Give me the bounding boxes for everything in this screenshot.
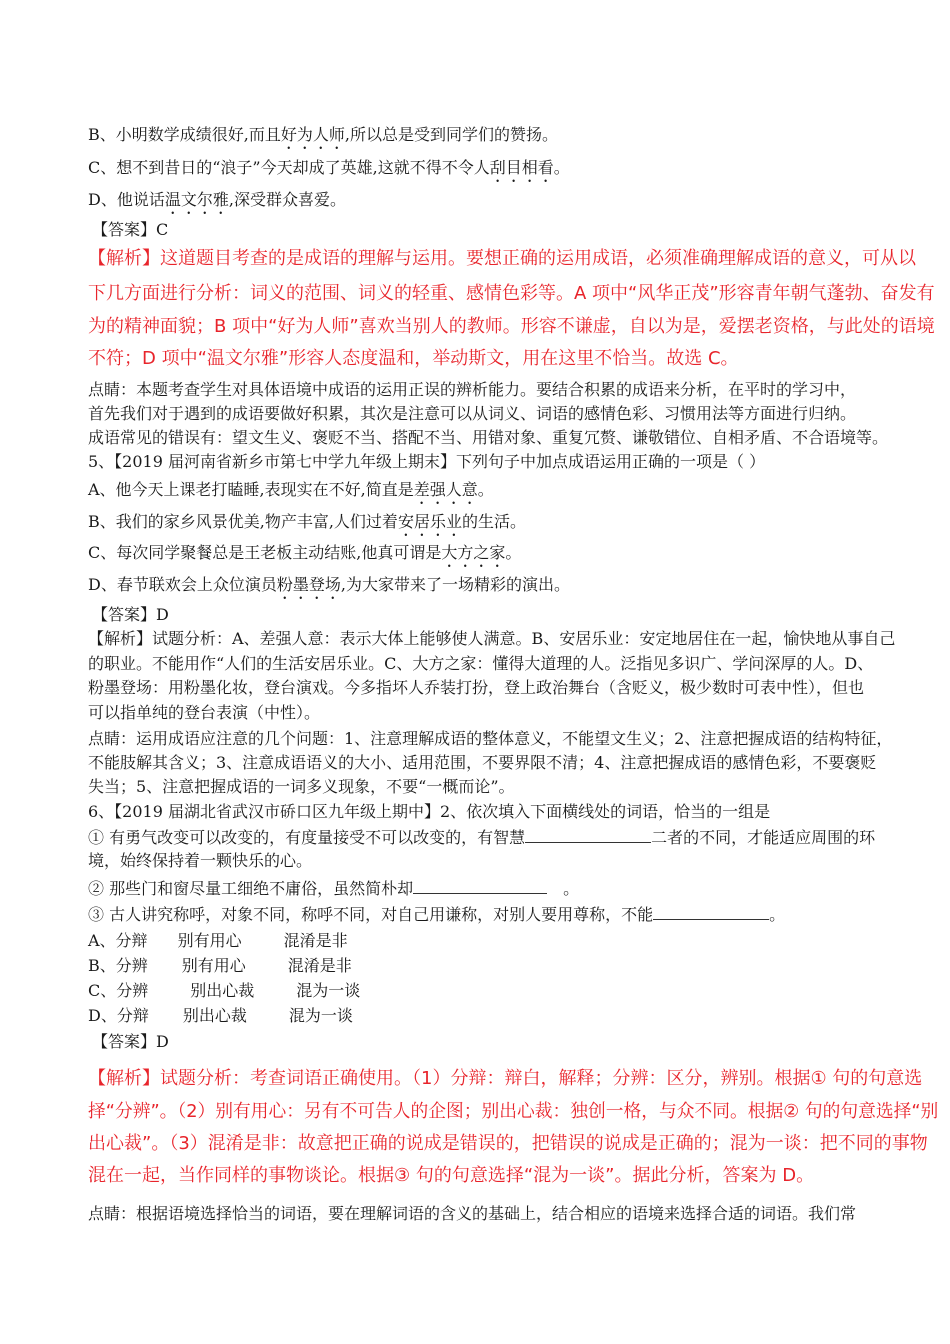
option-text: 。 xyxy=(477,480,494,499)
q4-comment-line-2: 首先我们对于遇到的成语要做好积累，其次是注意可以从词义、词语的感情色彩、习惯用法等方面进行归纳。 xyxy=(88,404,857,423)
sentence-text: 。 xyxy=(769,905,786,924)
sentence-text: 二者的不同，才能适应周围的环 xyxy=(651,828,876,847)
q6-stem: 6、【2019 届湖北省武汉市硚口区九年级上期中】2、依次填入下面横线处的词语，恰当的一组是 xyxy=(88,802,771,821)
q5-option-b xyxy=(88,511,526,540)
q6-analysis-line-4: 混在一起，当作同样的事物谈论。根据③ 句的句意选择“混为一谈”。据此分析，答案为 D。 xyxy=(88,1165,815,1186)
q5-analysis-line-4: 可以指单纯的登台表演（中性）。 xyxy=(88,703,321,722)
q6-analysis-line-3: 出心裁”。（3）混淆是非：故意把正确的说成是错误的，把错误的说成是正确的；混为一谈：把不同的事物 xyxy=(88,1133,928,1154)
fill-blank-1[interactable] xyxy=(525,826,651,843)
fill-blank-3[interactable] xyxy=(653,903,769,920)
dotted-idiom: 大方之家 xyxy=(441,543,506,562)
q6-comment-line-1: 点睛：根据语境选择恰当的词语，要在理解词语的含义的基础上，结合相应的语境来选择合适的词语。我们常 xyxy=(88,1204,857,1223)
option-text: 。 xyxy=(505,543,522,562)
option-word: 别有用心 xyxy=(181,956,246,975)
q5-option-c xyxy=(88,542,521,571)
option-text: ,所以总是受到同学们的赞扬。 xyxy=(344,125,558,144)
q6-option-c xyxy=(88,980,360,1002)
sentence-text: ③ 古人讲究称呼，对象不同，称呼不同，对自己用谦称，对别人要用尊称，不能 xyxy=(88,905,654,924)
fill-blank-2[interactable] xyxy=(413,877,547,894)
option-word: 混淆是非 xyxy=(283,931,348,950)
q4-analysis-line-1 xyxy=(88,246,916,272)
option-text: ,深受群众喜爱。 xyxy=(228,190,346,209)
q6-option-a xyxy=(88,930,348,952)
q6-sentence-1 xyxy=(88,826,875,849)
dotted-idiom: 粉墨登场 xyxy=(276,575,341,594)
option-text: D、他说话 xyxy=(88,190,165,209)
option-word: A、分辩 xyxy=(88,931,148,950)
option-word: 混为一谈 xyxy=(288,1006,353,1025)
sentence-text: ① 有勇气改变可以改变的，有度量接受不可以改变的，有智慧 xyxy=(88,828,526,847)
option-word: 别有用心 xyxy=(177,931,242,950)
q6-option-d xyxy=(88,1005,353,1027)
option-word: D、分辩 xyxy=(88,1006,149,1025)
option-word: 别出心裁 xyxy=(190,981,255,1000)
q4-option-d xyxy=(88,189,346,218)
q6-sentence-1-cont: 境，始终保持着一颗快乐的心。 xyxy=(88,851,313,870)
dotted-idiom: 安居乐业 xyxy=(397,512,462,531)
q6-analysis-line-2: 择“分辨”。（2）别有用心：另有不可告人的企图；别出心裁：独创一格，与众不同。根据② 句的句意选择“别 xyxy=(88,1101,939,1122)
analysis-tag: 【解析】 xyxy=(88,248,160,269)
option-word: C、分辨 xyxy=(88,981,149,1000)
q5-comment-line-3: 失当；5、注意把握成语的一词多义现象，不要“一概而论”。 xyxy=(88,777,515,796)
option-text: C、每次同学聚餐总是王老板主动结账,他真可谓是 xyxy=(88,543,442,562)
sentence-text: ② 那些门和窗尽量工细绝不庸俗，虽然简朴却 xyxy=(88,879,414,898)
option-text: 。 xyxy=(553,158,570,177)
q6-answer: 【答案】D xyxy=(92,1032,169,1051)
q5-analysis-line-1: 【解析】试题分析：A、差强人意：表示大体上能够使人满意。B、安居乐业：安定地居住在一起，愉快地从事自己 xyxy=(88,629,896,648)
q4-comment-line-3: 成语常见的错误有：望文生义、褒贬不当、搭配不当、用错对象、重复冗赘、谦敬错位、自相矛盾、不合语境等。 xyxy=(88,428,889,447)
dotted-idiom: 差强人意 xyxy=(413,480,478,499)
option-text: A、他今天上课老打瞌睡,表现实在不好,简直是 xyxy=(88,480,414,499)
q5-comment-line-1: 点睛：运用成语应注意的几个问题：1、注意理解成语的整体意义，不能望文生义；2、注意把握成语的结构特征， xyxy=(88,729,893,748)
q5-answer: 【答案】D xyxy=(92,605,169,624)
option-text: 的生活。 xyxy=(461,512,526,531)
option-text: ,为大家带来了一场精彩的演出。 xyxy=(340,575,570,594)
option-text: B、我们的家乡风景优美,物产丰富,人们过着 xyxy=(88,512,398,531)
q4-analysis-line-4: 不符；D 项中“温文尔雅”形容人态度温和，举动斯文，用在这里不恰当。故选 C。 xyxy=(88,348,739,369)
sentence-text: 。 xyxy=(563,879,580,898)
option-text: B、小明数学成绩很好,而且 xyxy=(88,125,281,144)
q6-analysis-line-1: 【解析】试题分析：考查词语正确使用。（1）分辩：辩白，解释；分辨：区分，辨别。根据① 句的句意选 xyxy=(88,1068,923,1089)
q5-comment-line-2: 不能肢解其含义；3、注意成语语义的大小、适用范围，不要界限不清；4、注意把握成语的感情色彩，不要褒贬 xyxy=(88,753,877,772)
q5-analysis-line-2: 的职业。不能用作“人们的生活安居乐业。C、大方之家：懂得大道理的人。泛指见多识广、学问深厚的人。D、 xyxy=(88,654,874,673)
q5-analysis-line-3: 粉墨登场：用粉墨化妆，登台演戏。今多指坏人乔装打扮，登上政治舞台（含贬义，极少数时可表中性），但也 xyxy=(88,678,865,697)
analysis-text: 这道题目考查的是成语的理解与运用。要想正确的运用成语，必须准确理解成语的意义，可从以 xyxy=(160,248,916,269)
q4-option-c xyxy=(88,157,570,186)
q4-analysis-line-2: 下几方面进行分析：词义的范围、词义的轻重、感情色彩等。A 项中“风华正茂”形容青年朝气蓬勃、奋发有 xyxy=(88,283,935,304)
option-text: D、春节联欢会上众位演员 xyxy=(88,575,277,594)
q4-answer: 【答案】C xyxy=(92,220,169,239)
option-text: C、想不到昔日的“浪子”今天却成了英雄,这就不得不令人 xyxy=(88,158,490,177)
q4-analysis-line-3: 为的精神面貌；B 项中“好为人师”喜欢当别人的教师。形容不谦虚，自以为是，爱摆老资格，与此处的语境 xyxy=(88,316,935,337)
q6-sentence-3 xyxy=(88,903,785,926)
q4-option-b xyxy=(88,124,558,153)
option-word: 混为一谈 xyxy=(296,981,361,1000)
q5-option-d xyxy=(88,574,570,603)
q6-sentence-2 xyxy=(88,877,579,900)
dotted-idiom: 温文尔雅 xyxy=(164,190,229,209)
option-word: B、分辨 xyxy=(88,956,148,975)
q5-option-a xyxy=(88,479,494,508)
dotted-idiom: 好为人师 xyxy=(280,125,345,144)
q4-comment-line-1: 点睛：本题考查学生对具体语境中成语的运用正误的辨析能力。要结合积累的成语来分析，在平时的学习中， xyxy=(88,380,857,399)
dotted-idiom: 刮目相看 xyxy=(489,158,554,177)
option-word: 别出心裁 xyxy=(182,1006,247,1025)
q5-stem: 5、【2019 届河南省新乡市第七中学九年级上期末】下列句子中加点成语运用正确的一项是（ ） xyxy=(88,452,766,471)
q6-option-b xyxy=(88,955,352,977)
option-word: 混淆是非 xyxy=(287,956,352,975)
